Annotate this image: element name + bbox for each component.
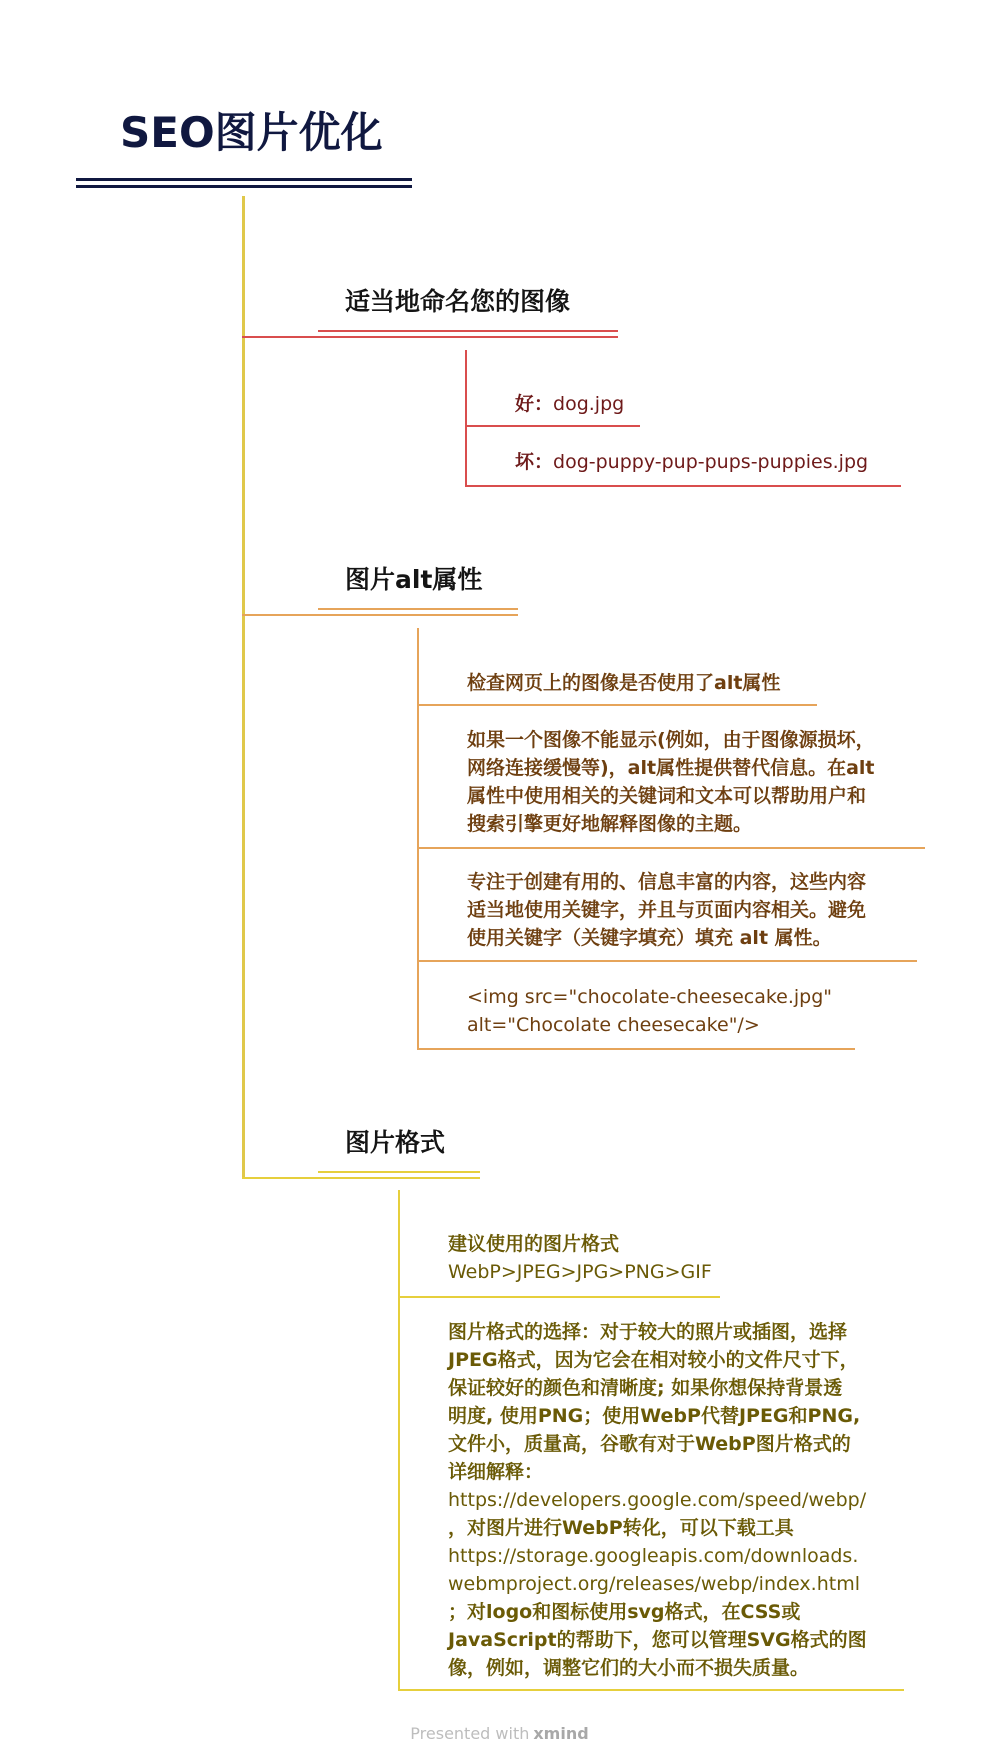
branch-2-item-4[interactable] (467, 983, 832, 1039)
footer-watermark (0, 1724, 999, 1743)
branch-3-item-1-underline (398, 1296, 720, 1298)
item-label: 坏： (515, 451, 554, 473)
text-line: 网络连接缓慢等)，alt属性提供替代信息。在alt (467, 757, 875, 779)
branch-3-item-1[interactable] (448, 1230, 712, 1286)
code-line: <img src="chocolate-cheesecake.jpg" (467, 986, 833, 1008)
link-line[interactable]: webmproject.org/releases/webp/index.html (448, 1573, 860, 1595)
text-line: JPEG格式，因为它会在相对较小的文件尺寸下， (448, 1349, 859, 1371)
text-line: 属性中使用相关的关键词和文本可以帮助用户和 (467, 785, 867, 807)
footer-presented-text: Presented with (410, 1724, 530, 1743)
branch-1-connector (242, 336, 618, 338)
branch-1-item-1-underline (465, 425, 640, 427)
root-underline-bottom (76, 185, 412, 188)
branch-2-vertical (417, 628, 419, 1050)
code-line: alt="Chocolate cheesecake"/> (467, 1014, 760, 1036)
item-value: dog.jpg (553, 393, 625, 415)
text-line: ；对logo和图标使用svg格式，在CSS或 (448, 1601, 801, 1623)
text-line: 适当地使用关键字，并且与页面内容相关。避免 (467, 899, 867, 921)
branch-1-vertical (465, 350, 467, 487)
branch-2-underline (318, 608, 518, 610)
text-line: 检查网页上的图像是否使用了alt属性 (467, 672, 781, 694)
branch-2-item-3-underline (417, 960, 917, 962)
item-label: 好： (515, 393, 554, 415)
item-value: dog-puppy-pup-pups-puppies.jpg (553, 451, 869, 473)
branch-3-title[interactable]: 图片格式 (345, 1128, 446, 1157)
branch-2-item-1[interactable] (467, 669, 780, 697)
text-line: 建议使用的图片格式 (448, 1233, 620, 1255)
text-line: ，对图片进行WebP转化，可以下载工具 (448, 1517, 794, 1539)
branch-3-vertical (398, 1190, 400, 1691)
text-line: 图片格式的选择：对于较大的照片或插图，选择 (448, 1321, 848, 1343)
branch-2-item-2[interactable] (467, 726, 875, 838)
text-line: 详细解释： (448, 1461, 544, 1483)
branch-2-title[interactable]: 图片alt属性 (345, 565, 483, 594)
branch-3-item-2[interactable] (448, 1318, 867, 1682)
branch-2-item-2-underline (417, 847, 925, 849)
branch-3-item-2-underline (398, 1689, 904, 1691)
link-line[interactable]: https://developers.google.com/speed/webp/ (448, 1489, 867, 1511)
branch-1-title[interactable]: 适当地命名您的图像 (345, 287, 571, 316)
text-line: 文件小，质量高，谷歌有对于WebP图片格式的 (448, 1433, 851, 1455)
text-line: 使用关键字（关键字填充）填充 alt 属性。 (467, 927, 832, 949)
xmind-brand-text: xmind (533, 1724, 589, 1743)
branch-1-item-2[interactable] (515, 448, 868, 476)
root-underline-top (76, 178, 412, 181)
branch-3-connector (242, 1177, 480, 1179)
text-line: 搜索引擎更好地解释图像的主题。 (467, 813, 753, 835)
link-line[interactable]: https://storage.googleapis.com/downloads. (448, 1545, 859, 1567)
text-line: 明度, 使用PNG；使用WebP代替JPEG和PNG, (448, 1405, 861, 1427)
branch-1-item-2-underline (465, 485, 901, 487)
text-line: JavaScript的帮助下，您可以管理SVG格式的图 (448, 1629, 867, 1651)
text-line: 像，例如，调整它们的大小而不损失质量。 (448, 1657, 810, 1679)
text-line: 专注于创建有用的、信息丰富的内容，这些内容 (467, 871, 867, 893)
branch-2-connector (242, 614, 518, 616)
text-line: 保证较好的颜色和清晰度; 如果你想保持背景透 (448, 1377, 843, 1399)
branch-1-item-1[interactable] (515, 390, 624, 418)
trunk-line (242, 196, 245, 1178)
branch-1-underline (318, 330, 618, 332)
branch-2-item-3[interactable] (467, 868, 866, 952)
root-topic-title[interactable]: SEO图片优化 (120, 108, 383, 157)
branch-2-item-1-underline (417, 704, 817, 706)
branch-2-item-4-underline (417, 1048, 855, 1050)
branch-3-underline (318, 1171, 480, 1173)
text-line: 如果一个图像不能显示(例如，由于图像源损坏， (467, 729, 875, 751)
text-line: WebP>JPEG>JPG>PNG>GIF (448, 1261, 712, 1283)
